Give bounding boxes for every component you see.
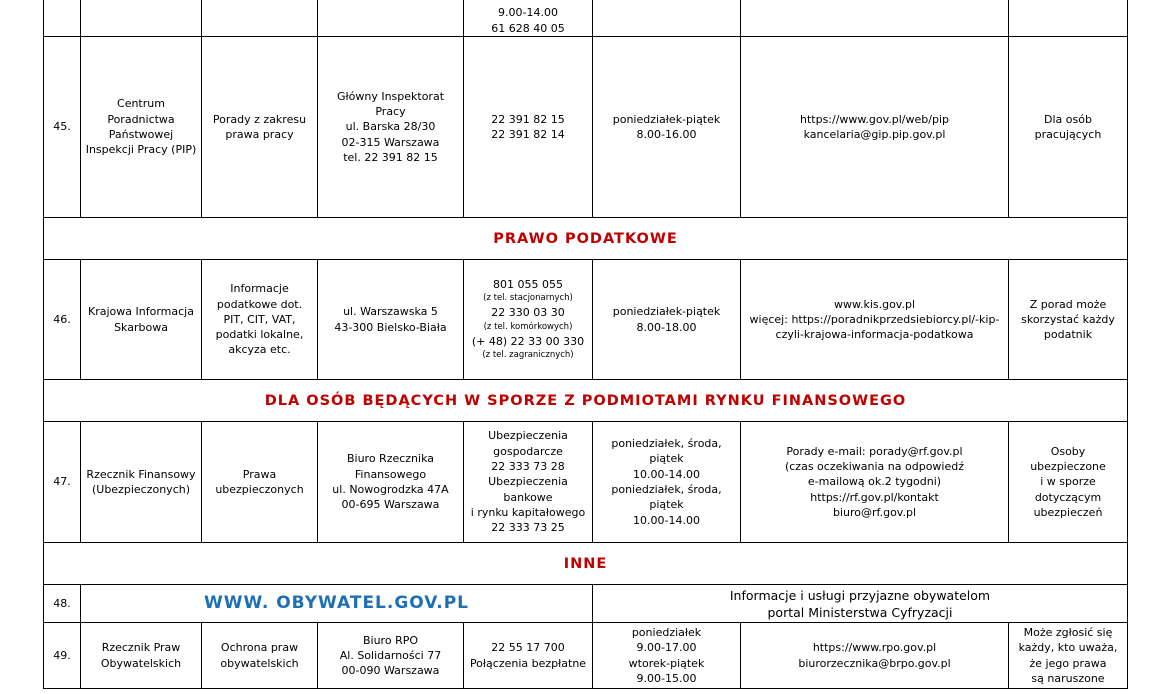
table-row-48 bbox=[44, 585, 1128, 623]
institution-name: Rzecznik Finansowy (Ubezpieczonych) bbox=[81, 422, 202, 543]
audience-cell: Osoby ubezpieczone i w sporze dotyczącym ubezpieczeń bbox=[1009, 422, 1128, 543]
section-title-tax: PRAWO PODATKOWE bbox=[44, 218, 1128, 260]
scope-cell: Ochrona praw obywatelskich bbox=[202, 623, 318, 689]
hours-cell: poniedziałek 9.00-17.00 wtorek-piątek 9.00-15.00 bbox=[593, 623, 741, 689]
contact-cell[interactable]: https://www.rpo.gov.pl biurorzecznika@brpo.gov.pl bbox=[741, 623, 1009, 689]
audience-cell: Dla osób pracujących bbox=[1009, 37, 1128, 218]
help-directory-table-wrapper bbox=[43, 0, 1127, 689]
phone-cell: 9.00-14.00 61 628 40 05 bbox=[464, 0, 593, 37]
hours-cell: poniedziałek-piątek 8.00-16.00 bbox=[593, 37, 741, 218]
row-number: 45. bbox=[44, 37, 81, 218]
phone-cell: Ubezpieczenia gospodarcze 22 333 73 28 Ubezpieczenia bankowe i rynku kapitałowego 22 333 73 25 bbox=[464, 422, 593, 543]
institution-name: Krajowa Informacja Skarbowa bbox=[81, 260, 202, 380]
cell-empty bbox=[1009, 0, 1128, 37]
help-directory-table bbox=[43, 0, 1128, 689]
table-row-45 bbox=[44, 37, 1128, 218]
scope-cell: Porady z zakresu prawa pracy bbox=[202, 37, 318, 218]
row-number: 47. bbox=[44, 422, 81, 543]
institution-name: Centrum Poradnictwa Państwowej Inspekcji Pracy (PIP) bbox=[81, 37, 202, 218]
phone-mobile: 22 330 03 30 bbox=[491, 306, 565, 320]
row-number: 48. bbox=[44, 585, 81, 623]
cell-empty bbox=[741, 0, 1009, 37]
section-row-tax bbox=[44, 218, 1128, 260]
audience-cell: Z porad może skorzystać każdy podatnik bbox=[1009, 260, 1128, 380]
phone-landline-note: (z tel. stacjonarnych) bbox=[483, 293, 573, 304]
row-number: 46. bbox=[44, 260, 81, 380]
contact-cell[interactable]: https://www.gov.pl/web/pip kancelaria@gip.pip.gov.pl bbox=[741, 37, 1009, 218]
phone-cell: 22 55 17 700 Połączenia bezpłatne bbox=[464, 623, 593, 689]
table-row-47 bbox=[44, 422, 1128, 543]
cell-empty bbox=[44, 0, 81, 37]
contact-cell[interactable]: www.kis.gov.pl więcej: https://poradnikprzedsiebiorcy.pl/-kip- czyli-krajowa-informacja-podatkowa bbox=[741, 260, 1009, 380]
cell-empty bbox=[318, 0, 464, 37]
address-cell: Biuro Rzecznika Finansowego ul. Nowogrodzka 47A 00-695 Warszawa bbox=[318, 422, 464, 543]
section-title-other: INNE bbox=[44, 543, 1128, 585]
table-row-top-partial bbox=[44, 0, 1128, 37]
scope-cell: Informacje podatkowe dot. PIT, CIT, VAT, podatki lokalne, akcyza etc. bbox=[202, 260, 318, 380]
obywatel-portal-link[interactable]: WWW. OBYWATEL.GOV.PL bbox=[81, 585, 593, 623]
contact-cell[interactable]: Porady e-mail: porady@rf.gov.pl (czas oczekiwania na odpowiedź e-mailową ok.2 tygodni) https://rf.gov.pl/kontakt biuro@rf.gov.pl bbox=[741, 422, 1009, 543]
phone-cell: 22 391 82 15 22 391 82 14 bbox=[464, 37, 593, 218]
phone-landline: 801 055 055 bbox=[493, 278, 563, 292]
address-cell: ul. Warszawska 5 43-300 Bielsko-Biała bbox=[318, 260, 464, 380]
hours-cell: poniedziałek-piątek 8.00-18.00 bbox=[593, 260, 741, 380]
institution-name: Rzecznik Praw Obywatelskich bbox=[81, 623, 202, 689]
section-title-finance: DLA OSÓB BĘDĄCYCH W SPORZE Z PODMIOTAMI RYNKU FINANSOWEGO bbox=[44, 380, 1128, 422]
section-row-other bbox=[44, 543, 1128, 585]
row-number: 49. bbox=[44, 623, 81, 689]
phone-abroad: (+ 48) 22 33 00 330 bbox=[471, 334, 585, 348]
section-row-finance bbox=[44, 380, 1128, 422]
audience-cell: Może zgłosić się każdy, kto uważa, że jego prawa są naruszone bbox=[1009, 623, 1128, 689]
address-cell: Biuro RPO Al. Solidarności 77 00-090 Warszawa bbox=[318, 623, 464, 689]
address-cell: Główny Inspektorat Pracy ul. Barska 28/30 02-315 Warszawa tel. 22 391 82 15 bbox=[318, 37, 464, 218]
hours-cell: poniedziałek, środa, piątek 10.00-14.00 poniedziałek, środa, piątek 10.00-14.00 bbox=[593, 422, 741, 543]
phone-cell bbox=[464, 260, 593, 380]
scope-cell: Prawa ubezpieczonych bbox=[202, 422, 318, 543]
cell-empty bbox=[593, 0, 741, 37]
cell-empty bbox=[81, 0, 202, 37]
portal-description: Informacje i usługi przyjazne obywatelom portal Ministerstwa Cyfryzacji bbox=[593, 585, 1128, 623]
phone-abroad-note: (z tel. zagranicznych) bbox=[482, 349, 574, 360]
table-row-46 bbox=[44, 260, 1128, 380]
table-row-49 bbox=[44, 623, 1128, 689]
phone-mobile-note: (z tel. komórkowych) bbox=[483, 321, 573, 332]
cell-empty bbox=[202, 0, 318, 37]
